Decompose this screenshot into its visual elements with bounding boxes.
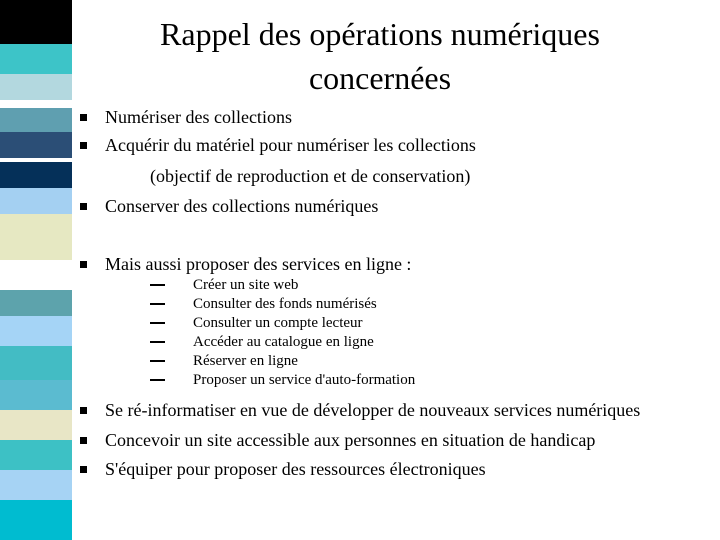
bullet-text: Conserver des collections numériques (105, 195, 379, 216)
sub-item-text: Consulter un compte lecteur (193, 315, 363, 331)
bullet-square-icon (80, 407, 87, 414)
sidebar-band (0, 260, 72, 290)
title-line-2: concernées (308, 60, 452, 96)
sub-list-item (150, 276, 298, 295)
title-line-1: Rappel des opérations numériques (160, 16, 600, 52)
sidebar-band (0, 108, 72, 132)
sub-item-text: Proposer un service d'auto-formation (193, 372, 416, 388)
page-title (100, 12, 660, 100)
sub-list-item (150, 371, 415, 390)
sidebar-band (0, 290, 72, 316)
sidebar-band (0, 440, 72, 470)
bullet-square-icon (80, 466, 87, 473)
bullet-note: (objectif de reproduction et de conservation) (150, 166, 471, 186)
bullet-square-icon (80, 142, 87, 149)
sidebar-band (0, 214, 72, 260)
sidebar-band (0, 74, 72, 100)
bullet-item (80, 454, 486, 484)
bullet-square-icon (80, 437, 87, 444)
sub-item-text: Réserver en ligne (193, 353, 298, 369)
dash-icon (150, 360, 165, 362)
sub-list-item (150, 352, 298, 371)
sub-item-text: Consulter des fonds numérisés (193, 296, 377, 312)
bullet-text: S'équiper pour proposer des ressources électroniques (105, 458, 486, 479)
sidebar-band (0, 100, 72, 108)
bullet-item (80, 395, 640, 425)
sidebar-band (0, 188, 72, 214)
sidebar-band (0, 132, 72, 158)
dash-icon (150, 379, 165, 381)
bullet-item (80, 130, 476, 160)
sidebar-band (0, 44, 72, 74)
sidebar-band (0, 470, 72, 500)
dash-icon (150, 284, 165, 286)
bullet-square-icon (80, 261, 87, 268)
bullet-square-icon (80, 114, 87, 121)
sidebar-band (0, 380, 72, 410)
sidebar-band (0, 0, 72, 44)
bullet-item (80, 191, 378, 221)
dash-icon (150, 322, 165, 324)
sidebar-band (0, 410, 72, 440)
sidebar-band (0, 316, 72, 346)
bullet-text: Mais aussi proposer des services en ligne : (105, 253, 412, 274)
sidebar-band (0, 346, 72, 380)
sub-list-item (150, 333, 374, 352)
sidebar-band (0, 162, 72, 188)
bullet-text: Numériser des collections (105, 106, 292, 127)
dash-icon (150, 341, 165, 343)
sub-list-item (150, 295, 377, 314)
bullet-text: Se ré-informatiser en vue de développer de nouveaux services numériques (105, 399, 641, 420)
bullet-item (80, 425, 595, 455)
bullet-text: Acquérir du matériel pour numériser les collections (105, 134, 476, 155)
decorative-sidebar (0, 0, 72, 540)
sub-item-text: Créer un site web (193, 277, 299, 293)
bullet-square-icon (80, 203, 87, 210)
bullet-item (80, 249, 411, 279)
sub-item-text: Accéder au catalogue en ligne (193, 334, 374, 350)
dash-icon (150, 303, 165, 305)
bullet-text: Concevoir un site accessible aux personnes en situation de handicap (105, 429, 596, 450)
sidebar-band (0, 500, 72, 540)
sub-list-item (150, 314, 363, 333)
bullet-item (80, 102, 292, 132)
